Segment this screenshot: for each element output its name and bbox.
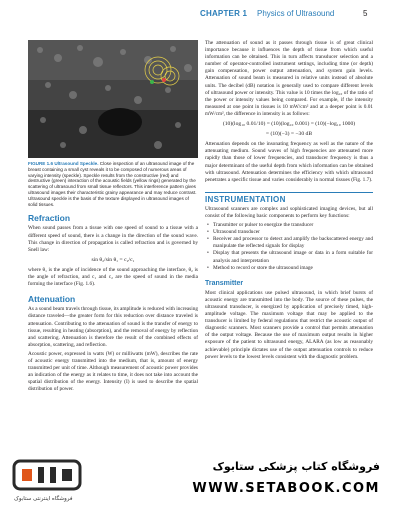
chapter-label: CHAPTER 1 [200,9,248,18]
refraction-paragraph-2: where θ₁ is the angle of incidence of the sound approaching the interface, θ₂ is the angle of refraction, and c₁ and c₂ are the speed of sound in the media forming the interface (Fig. 1.6). [28,266,198,288]
speckle-figure-image [28,40,198,158]
list-item: • Method to record or store the ultrasound image [213,265,373,272]
figure-caption-text: Close inspection of an ultrasound image of the breast containing a small cyst reveals it to be composed of numerous areas of varying intensity (speckle). Speckle results from the constructive (red) and destructive (green) interaction of the acoustic fields (yellow rings) generated by the scattering of ultrasound from small tissue reflectors. This interference pattern gives ultrasound images their characteristic grainy appearance and may reduce contrast. Ultrasound speckle is the basis of the texture displayed in ultrasound images of solid tissues. [28,161,197,207]
attenuation-importance-paragraph: The attenuation of sound as it passes through tissue is of great clinical importance because it influences the depth of tissue from which useful information can be obtained. This in turn affects transducer selection and a number of operator-controlled instrument settings, including time (or depth) gain compensation, power output attenuation, and system gain levels. Attenuation of sound beam is measured in relative units instead of absolute units. The decibel (dB) notation is generally used to compare different levels of ultrasound power or intensity. This value is 10 times the log₁₀ of the ratio of the power or intensity values being compared. For example, if the intensity measured at one point in tissues is 10 mW/cm² and at a deeper point is 0.01 mW/cm², the difference in intensity is as follows: [205,40,373,117]
right-column [205,40,373,363]
page-number: 5 [363,9,368,18]
list-item: • Receiver and processor to detect and amplify the backscattered energy and manipulate the reflected signals for display [213,236,373,250]
logo-caption: فروشگاه اینترنتی ستابوک [14,496,73,502]
list-item: • Display that presents the ultrasound image or data in a form suitable for analysis and interpretation [213,250,373,264]
shop-url: WWW.SETABOOK.COM [192,481,380,496]
figure-heading: Ultrasound Speckle. [54,161,99,166]
page-header [0,9,400,21]
snell-law-formula: sin θ₂/sin θ₁ = c₂/c₁ [91,256,135,263]
instrumentation-paragraph: Ultrasound scanners are complex and sophisticated imaging devices, but all consist of the following basic components to perform key functions: [205,205,373,219]
left-column [28,40,198,395]
decibel-formula-2: = (10)(−3) = −30 dB [265,131,313,138]
instrumentation-heading: INSTRUMENTATION [205,192,373,203]
list-item: • Ultrasound transducer [213,229,373,236]
refraction-paragraph-1: When sound passes from a tissue with one speed of sound to a tissue with a different speed of sound, there is a change in the direction of the sound wave. This change in direction of propagation is called refraction and is governed by Snell law: [28,225,198,253]
ultrasound-speckle-image [28,40,198,158]
attenuation-paragraph-2: Acoustic power, expressed in watts (W) or milliwatts (mW), describes the rate of acoustic energy transmitted into the medium, that is, amount of energy transmitted per unit of time. Although measurement of acoustic power provides an indication of the energy as it relates to time, it does not take into account the spatial distribution of the energy. Intensity (I) is used to describe the spatial distribution of power. [28,350,198,393]
figure-label: FIGURE 1.6 [28,161,54,166]
figure-caption [28,161,198,207]
list-item: • Transmitter or pulser to energize the transducer [213,222,373,229]
components-list [205,222,373,272]
attenuation-frequency-paragraph: Attenuation depends on the insonating frequency as well as the nature of the attenuating medium. Sound waves of high frequencies are attenuated more rapidly than those of lower frequencies, and transducer frequency is thus a major determinant of the useful depth from which information can be obtained with ultrasound. Attenuation determines the efficiency with which ultrasound penetrates a specific tissue and varies considerably in normal tissues (Fig. 1.7). [205,141,373,183]
transmitter-heading: Transmitter [205,279,244,287]
shop-name: فروشگاه کتاب پزشکی ستابوک [212,460,380,473]
attenuation-paragraph-1: As a sound beam travels through tissue, its amplitude is reduced with increasing distance traveled—the greater form for this reduction over distance traveled is attenuation. Contributing to the attenuation of sound is the transfer of energy to tissue, resulting in heating (absorption), and the removal of energy by reflection and scattering. Attenuation is therefore the result of the combined effects of absorption, scattering, and reflection. [28,306,198,348]
refraction-heading: Refraction [28,213,71,224]
decibel-formula-1: (10)(log₁₀ 0.01/10) = (10)(log₁₀ 0.001) = (10)(−log₁₀ 1000) [222,121,356,128]
setabook-logo-icon [12,455,82,495]
attenuation-heading: Attenuation [28,294,76,305]
chapter-title: Physics of Ultrasound [257,9,335,18]
transmitter-paragraph: Most clinical applications use pulsed ultrasound, in which brief bursts of acoustic energy are transmitted into the body. The source of these pulses, the ultrasound transducer, is energized by application of precisely timed, high-amplitude voltage. The maximum voltage that may be applied to the transducer is limited by federal regulations that restrict the acoustic output of diagnostic scanners. Most scanners provide a control that permits attenuation of the output voltage. Because the use of maximum output results in higher exposure of the patient to ultrasound energy, ALARA (as low as reasonably achievable) principle dictates use of the output attenuation controls to reduce power levels to the lowest levels consistent with the diagnostic problem. [205,289,373,360]
